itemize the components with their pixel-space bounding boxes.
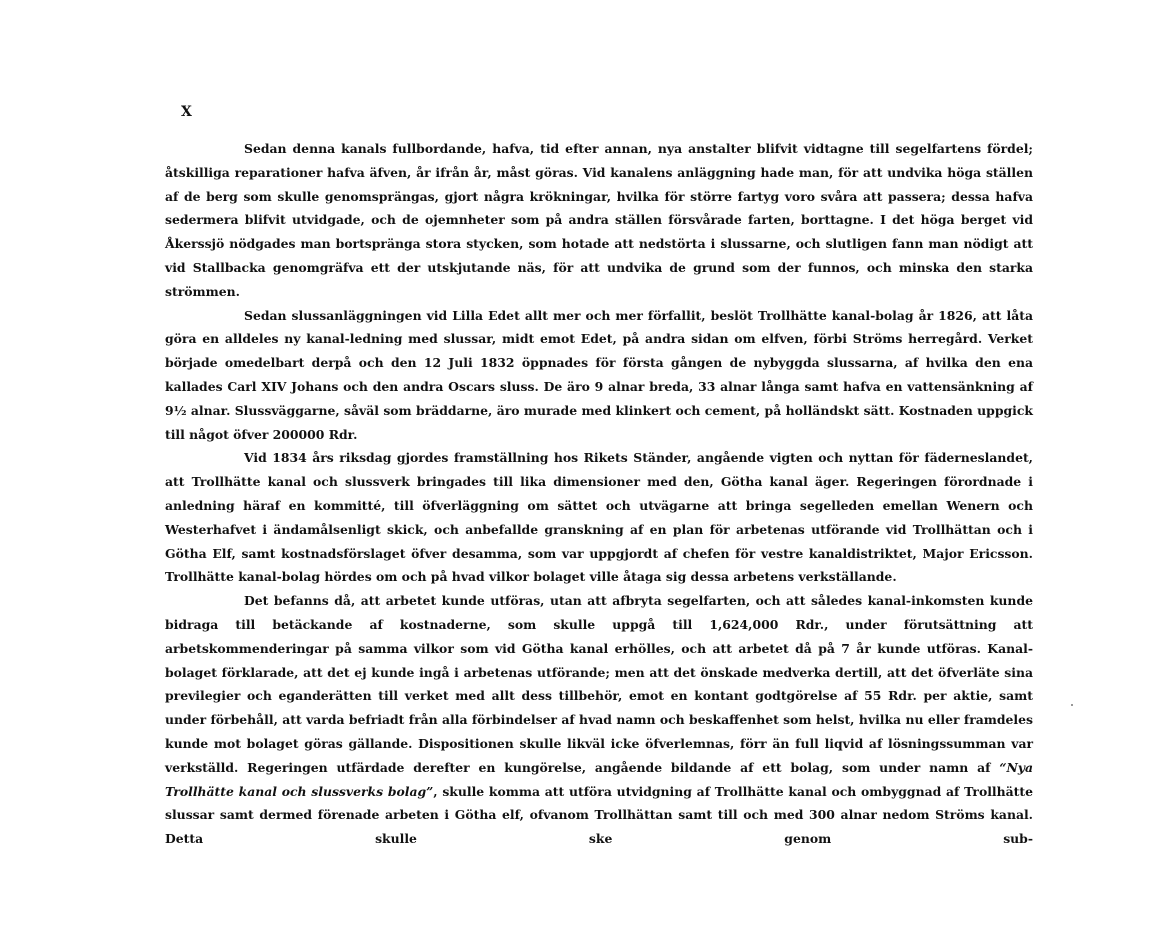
paragraph-3: Vid 1834 års riksdag gjordes framställning hos Rikets Ständer, angående vigten och nyttan för fäderneslandet, att Trollhätte kanal och slussverk bringades till lika dimensioner med den, Götha kanal äger. Regeringen förordnade i anledning häraf en kommitté, till öfverläggning om sättet och utvägarne att bringa segelleden emellan Wenern och Westerhafvet i ändamålsenligt skick, och anbefallde granskning af en plan för arbetenas utförande vid Trollhättan och i Götha Elf, samt kostnadsförslaget öfver desamma, som var uppgjordt af chefen för vestre kanaldistriktet, Major Ericsson. Trollhätte kanal-bolag hördes om och på hvad vilkor bolaget ville åtaga sig dessa arbetens verkställande. — [165, 450, 1033, 585]
paper-speck — [1071, 704, 1073, 706]
paragraph-4 — [165, 589, 1033, 851]
body-text — [165, 137, 1033, 851]
paragraph-2: Sedan slussanläggningen vid Lilla Edet allt mer och mer förfallit, beslöt Trollhätte kanal-bolag år 1826, att låta göra en alldeles ny kanal-ledning med slussar, midt emot Edet, på andra sidan om elfven, förbi Ströms herregård. Verket började omedelbart derpå och den 12 Juli 1832 öppnades för första gången de nybyggda slussarna, af hvilka den ena kallades Carl XIV Johans och den andra Oscars sluss. De äro 9 alnar breda, 33 alnar långa samt hafva en vattensänkning af 9½ alnar. Slussväggarne, såväl som bräddarne, äro murade med klinkert och cement, på holländskt sätt. Kostnaden uppgick till något öfver 200000 Rdr. — [165, 307, 1033, 442]
paragraph-4-italic-company-name: “Nya Trollhätte kanal och slussverks bolag” — [165, 759, 1033, 799]
paragraph-1: Sedan denna kanals fullbordande, hafva, tid efter annan, nya anstalter blifvit vidtagne till segelfartens fördel; åtskilliga reparationer hafva äfven, år ifrån år, måst göras. Vid kanalens anläggning hade man, för att undvika höga ställen af de berg som skulle genomsprängas, gjort några krökningar, hvilka för större fartyg voro svåra att passera; dessa hafva sedermera blifvit utvidgade, och de ojemnheter som på andra ställen försvårade farten, borttagne. I det höga berget vid Åkerssjö nödgades man bortspränga stora stycken, som hotade att nedstörta i slussarne, och slutligen fann man nödigt att vid Stallbacka genomgräfva ett der utskjutande näs, för att undvika de grund som der funnos, och minska den starka strömmen. — [165, 141, 1033, 299]
page-number: X — [181, 104, 193, 120]
paragraph-4-text-after: , skulle komma att utföra utvidgning af Trollhätte kanal och ombyggnad af Trollhätte slussar samt dermed förenade arbeten i Götha elf, ofvanom Trollhättan samt till och med 300 alnar nedom Ströms kanal. Detta skulle ske genom sub- — [165, 783, 1034, 847]
paragraph-4-text-before: Det befanns då, att arbetet kunde utföras, utan att afbryta segelfarten, och att således kanal-inkomsten kunde bidraga till betäckande af kostnaderne, som skulle uppgå till 1,624,000 Rdr., under förutsättning att arbetskommenderingar på samma vilkor som vid Götha kanal erhölles, och att arbetet då på 7 år kunde utföras. Kanal-bolaget förklarade, att det ej kunde ingå i arbetenas utförande; men att det önskade medverka dertill, att det öfverläte sina previlegier och eganderätten till verket med allt dess tillbehör, emot en kontant godtgörelse af 55 Rdr. per aktie, samt under förbehåll, att varda befriadt från alla förbindelser af hvad namn och beskaffenhet som helst, hvilka nu eller framdeles kunde mot bolaget göras gällande. Dispositionen skulle likväl icke öfverlemnas, förr än full liqvid af lösningssumman var verkställd. Regeringen utfärdade derefter en kungörelse, angående bildande af ett bolag, som under namn af — [165, 593, 1033, 775]
